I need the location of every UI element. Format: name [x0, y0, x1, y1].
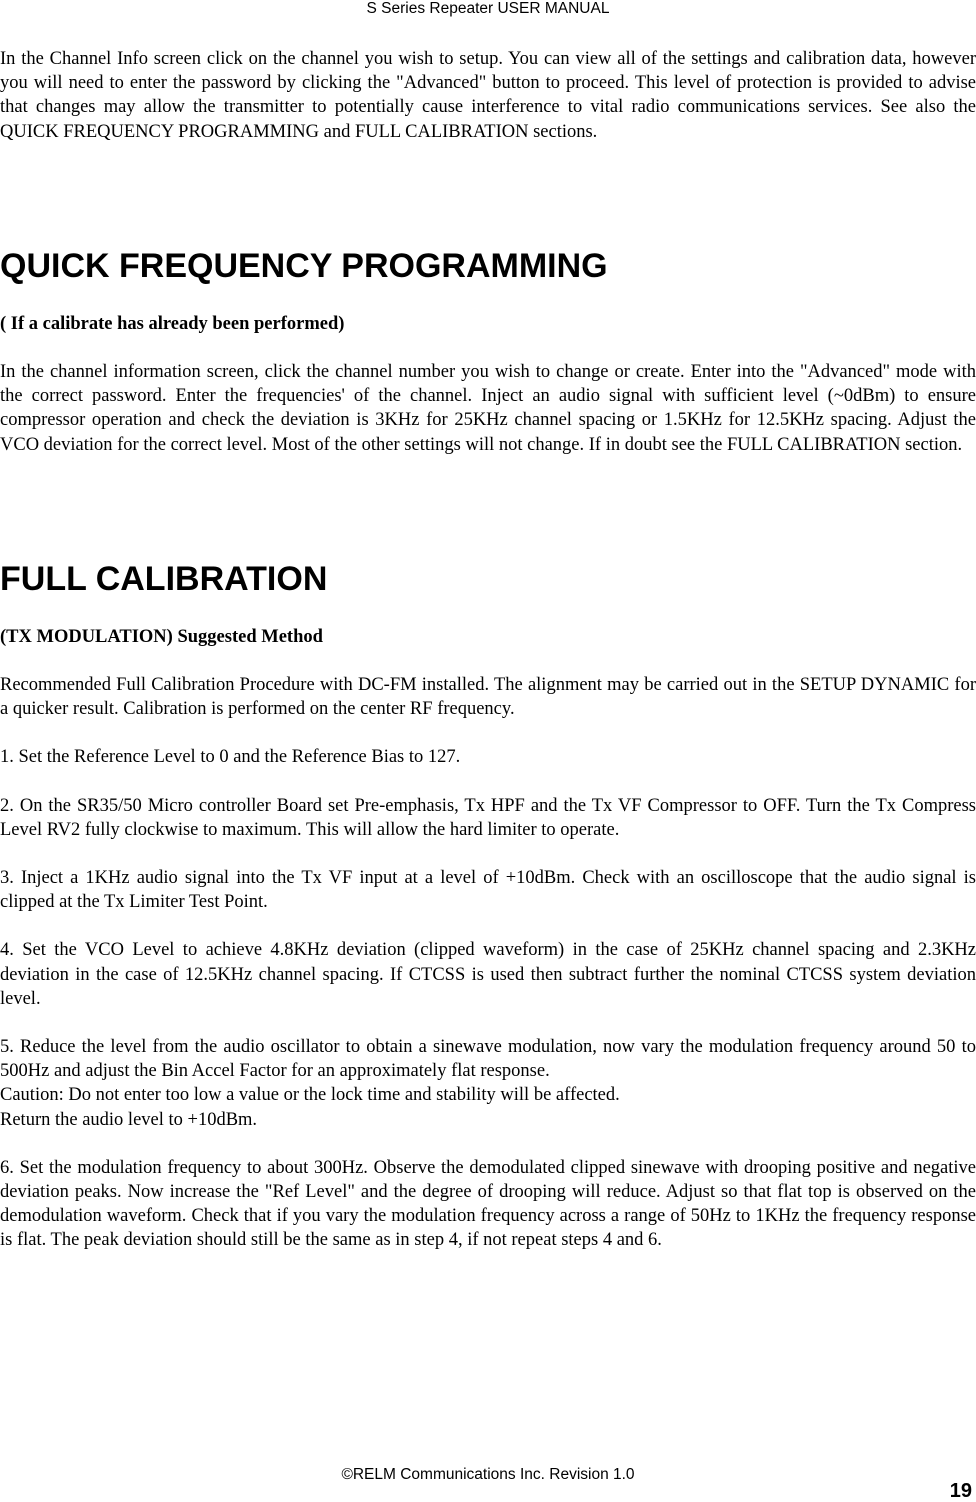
calibration-step-6: 6. Set the modulation frequency to about 300Hz. Observe the demodulated clipped sinewave with drooping positive and negative deviation peaks. Now increase the "Ref Level" and the degree of drooping will reduce. Adjust so that flat top is observed on the demodulation waveform. Check that if you vary the modulation frequency across a range of 50Hz to 1KHz the frequency response is flat. The peak deviation should still be the same as in step 4, if not repeat steps 4 and 6.: [0, 1157, 976, 1251]
full-calibration-heading: FULL CALIBRATION: [0, 559, 328, 598]
calibration-step-3: 3. Inject a 1KHz audio signal into the Tx VF input at a level of +10dBm. Check with an oscilloscope that the audio signal is clipped at the Tx Limiter Test Point.: [0, 868, 976, 913]
calibration-step-5-return: Return the audio level to +10dBm.: [0, 1109, 258, 1130]
calibration-step-2: 2. On the SR35/50 Micro controller Board set Pre-emphasis, Tx HPF and the Tx VF Compressor to OFF. Turn the Tx Compress Level RV2 fully clockwise to maximum. This will allow the hard limiter to operate.: [0, 795, 976, 840]
quick-frequency-paragraph: In the channel information screen, click the channel number you wish to change or create. Enter into the "Advanced" mode with the correct password. Enter the frequencies' of the channel. Inject an audio signal with sufficient level (~0dBm) to ensure compressor operation and check the deviation is 3KHz for 25KHz channel spacing or 1.5KHz for 12.5KHz spacing. Adjust the VCO deviation for the correct level. Most of the other settings will not change. If in doubt see the FULL CALIBRATION section.: [0, 362, 976, 455]
quick-frequency-heading: QUICK FREQUENCY PROGRAMMING: [0, 246, 608, 285]
calibration-step-4: 4. Set the VCO Level to achieve 4.8KHz deviation (clipped waveform) in the case of 25KHz channel spacing and 2.3KHz deviation in the case of 12.5KHz channel spacing. If CTCSS is used then subtract further the nominal CTCSS system deviation level.: [0, 940, 976, 1009]
quick-frequency-subheading: ( If a calibrate has already been performed): [0, 313, 345, 334]
running-header: S Series Repeater USER MANUAL: [366, 0, 610, 17]
calibration-step-1: 1. Set the Reference Level to 0 and the Reference Bias to 127.: [0, 747, 461, 768]
page-number: 19: [949, 1480, 972, 1502]
full-calibration-intro: Recommended Full Calibration Procedure with DC-FM installed. The alignment may be carried out in the SETUP DYNAMIC for a quicker result. Calibration is performed on the center RF frequency.: [0, 675, 976, 720]
calibration-step-5: 5. Reduce the level from the audio oscillator to obtain a sinewave modulation, now vary the modulation frequency around 50 to 500Hz and adjust the Bin Accel Factor for an approximately flat response.: [0, 1037, 976, 1082]
intro-paragraph: In the Channel Info screen click on the channel you wish to setup. You can view all of the settings and calibration data, however you will need to enter the password by clicking the "Advanced" button to proceed. This level of protection is provided to advise that changes may allow the transmitter to potentially cause interference to vital radio communications services. See also the QUICK FREQUENCY PROGRAMMING and FULL CALIBRATION sections.: [0, 49, 976, 142]
full-calibration-subheading: (TX MODULATION) Suggested Method: [0, 626, 323, 647]
page-content: [0, 47, 976, 1253]
footer-copyright: ©RELM Communications Inc. Revision 1.0: [341, 1466, 635, 1483]
calibration-step-5-caution: Caution: Do not enter too low a value or the lock time and stability will be affected.: [0, 1085, 620, 1106]
